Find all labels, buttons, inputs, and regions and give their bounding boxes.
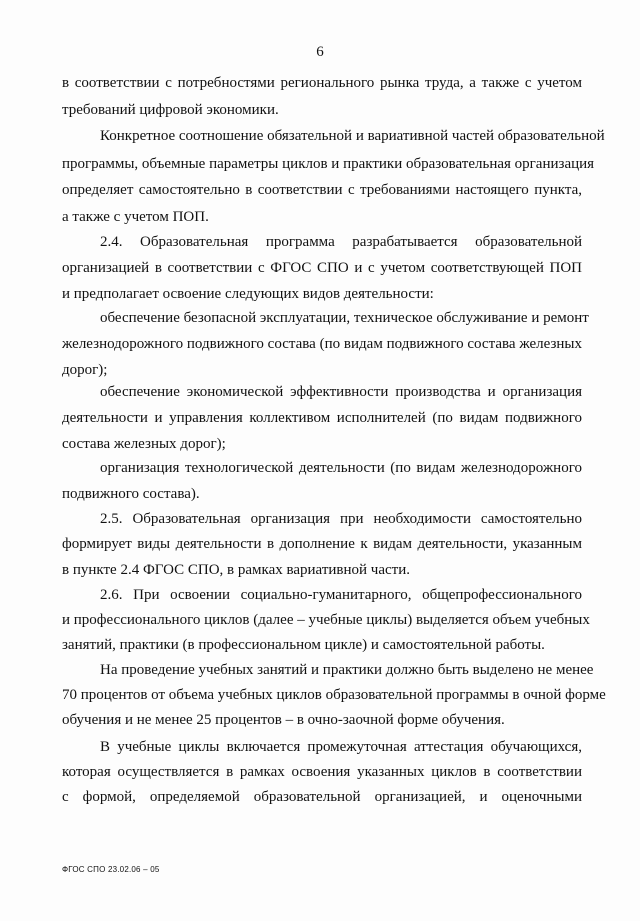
page-number: 6 xyxy=(316,44,324,60)
text-line: которая осуществляется в рамках освоения указанных циклов в соответствии xyxy=(62,764,582,780)
text-line: занятий, практики (в профессиональном цикле) и самостоятельной работы. xyxy=(62,637,545,653)
document-footer-code: ФГОС СПО 23.02.06 – 05 xyxy=(62,865,160,874)
text-line: 70 процентов от объема учебных циклов образовательной программы в очной форме xyxy=(62,687,606,703)
text-line: с формой, определяемой образовательной организацией, и оценочными xyxy=(62,789,582,805)
text-line: 2.5. Образовательная организация при необходимости самостоятельно xyxy=(100,511,582,527)
text-line: формирует виды деятельности в дополнение к видам деятельности, указанным xyxy=(62,536,582,552)
text-line: обеспечение безопасной эксплуатации, техническое обслуживание и ремонт xyxy=(100,310,589,326)
text-line: организация технологической деятельности (по видам железнодорожного xyxy=(100,460,582,476)
text-line: в пункте 2.4 ФГОС СПО, в рамках вариативной части. xyxy=(62,562,410,578)
text-line: а также с учетом ПОП. xyxy=(62,209,209,225)
text-line: подвижного состава). xyxy=(62,486,200,502)
text-line: определяет самостоятельно в соответствии с требованиями настоящего пункта, xyxy=(62,182,582,198)
text-line: обучения и не менее 25 процентов – в очно-заочной форме обучения. xyxy=(62,712,505,728)
text-line: дорог); xyxy=(62,362,108,378)
text-line: 2.4. Образовательная программа разрабатывается образовательной xyxy=(100,234,582,250)
text-line: На проведение учебных занятий и практики должно быть выделено не менее xyxy=(100,662,594,678)
text-line: программы, объемные параметры циклов и практики образовательная организация xyxy=(62,156,595,172)
text-line: В учебные циклы включается промежуточная аттестация обучающихся, xyxy=(100,739,582,755)
text-line: Конкретное соотношение обязательной и вариативной частей образовательной xyxy=(100,128,605,144)
text-line: организацией в соответствии с ФГОС СПО и с учетом соответствующей ПОП xyxy=(62,260,582,276)
text-line: 2.6. При освоении социально-гуманитарного, общепрофессионального xyxy=(100,587,582,603)
text-line: требований цифровой экономики. xyxy=(62,102,279,118)
text-line: и профессионального циклов (далее – учебные циклы) выделяется объем учебных xyxy=(62,612,590,628)
text-line: и предполагает освоение следующих видов деятельности: xyxy=(62,286,434,302)
text-line: деятельности и управления коллективом исполнителей (по видам подвижного xyxy=(62,410,582,426)
text-line: в соответствии с потребностями регионального рынка труда, а также с учетом xyxy=(62,75,582,91)
text-line: обеспечение экономической эффективности производства и организация xyxy=(100,384,582,400)
text-line: состава железных дорог); xyxy=(62,436,226,452)
text-line: железнодорожного подвижного состава (по видам подвижного состава железных xyxy=(62,336,582,352)
